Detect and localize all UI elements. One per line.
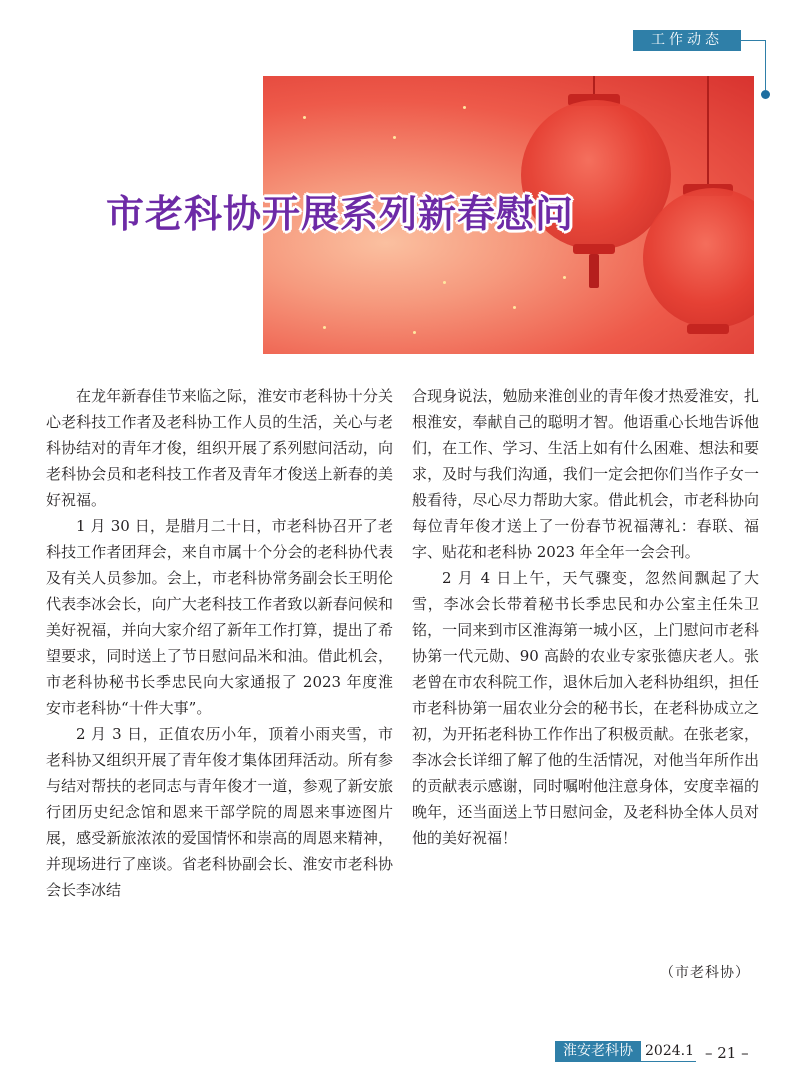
header-vertical-line: [765, 40, 766, 90]
footer-underline: [555, 1061, 696, 1062]
sparkle: [413, 331, 416, 334]
article-paragraph: 1 月 30 日，是腊月二十日，市老科协召开了老科技工作者团拜会，来自市属十个分会的老科协代表及有关人员参加。会上，市老科协常务副会长王明伦代表李冰会长，向广大老科技工作者致以新春问候和美好祝福，并向大家介绍了新年工作打算，提出了希望要求，同时送上了节日慰问品米和油。借此机会，市老科协秘书长季忠民向大家通报了 2023 年度淮安市老科协“十件大事”。: [46, 517, 393, 717]
lantern-tassel: [589, 254, 599, 288]
header-dot: [761, 90, 770, 99]
article-source: （市老科协）: [660, 965, 750, 981]
article-paragraph-continuation: 合现身说法，勉励来淮创业的青年俊才热爱淮安，扎根淮安，奉献自己的聪明才智。他语重心长地告诉他们，在工作、学习、生活上如有什么困难、想法和要求，及时与我们沟通，我们一定会把你们当作子女一般看待，尽心尽力帮助大家。借此机会，市老科协向每位青年俊才送上了一份春节祝福薄礼：春联、福字、贴花和老科协 2023 年全年一会会刊。: [412, 387, 759, 561]
lantern-string: [593, 76, 595, 96]
sparkle: [303, 116, 306, 119]
footer-issue: 2024.1: [645, 1043, 694, 1059]
article-paragraph: 在龙年新春佳节来临之际，淮安市老科协十分关心老科技工作者及老科协工作人员的生活，关心与老科协结对的青年才俊，组织开展了系列慰问活动，向老科协会员和老科技工作者及青年才俊送上新春的美好祝福。: [46, 387, 393, 509]
section-label: 工作动态: [633, 30, 741, 51]
sparkle: [463, 106, 466, 109]
sparkle: [323, 326, 326, 329]
lantern-string: [707, 76, 709, 186]
lantern-bottom-cap: [687, 324, 729, 334]
sparkle: [443, 281, 446, 284]
header-connector-line: [741, 40, 765, 41]
article-left-column: [46, 383, 393, 903]
sparkle: [563, 276, 566, 279]
page-number: – 21 –: [705, 1044, 749, 1062]
article-paragraph: 2 月 4 日上午，天气骤变，忽然间飘起了大雪，李冰会长带着秘书长季忠民和办公室主任朱卫铭，一同来到市区淮海第一城小区，上门慰问市老科协第一代元勋、90 高龄的农业专家张德庆老人。张老曾在市农科院工作，退休后加入老科协组织，担任市老科协第一届农业分会的秘书长，在老科协成立之初，为开拓老科协工作作出了积极贡献。在张老家，李冰会长详细了解了他的生活情况，对他当年所作出的贡献表示感谢，同时嘱咐他注意身体，安度幸福的晚年，还当面送上节日慰问金，及老科协全体人员对他的美好祝福！: [412, 569, 759, 847]
sparkle: [393, 136, 396, 139]
sparkle: [513, 306, 516, 309]
footer-magazine-name: 淮安老科协: [555, 1041, 641, 1061]
article-title: 市老科协开展系列新春慰问: [106, 192, 575, 236]
article-paragraph: 2 月 3 日，正值农历小年，顶着小雨夹雪，市老科协又组织开展了青年俊才集体团拜活动。所有参与结对帮扶的老同志与青年俊才一道，参观了新安旅行团历史纪念馆和恩来干部学院的周恩来事迹图片展，感受新旅浓浓的爱国情怀和崇高的周恩来精神，并现场进行了座谈。省老科协副会长、淮安市老科协会长李冰结: [46, 725, 393, 899]
lantern-bottom-cap: [573, 244, 615, 254]
article-right-column: [412, 383, 759, 851]
